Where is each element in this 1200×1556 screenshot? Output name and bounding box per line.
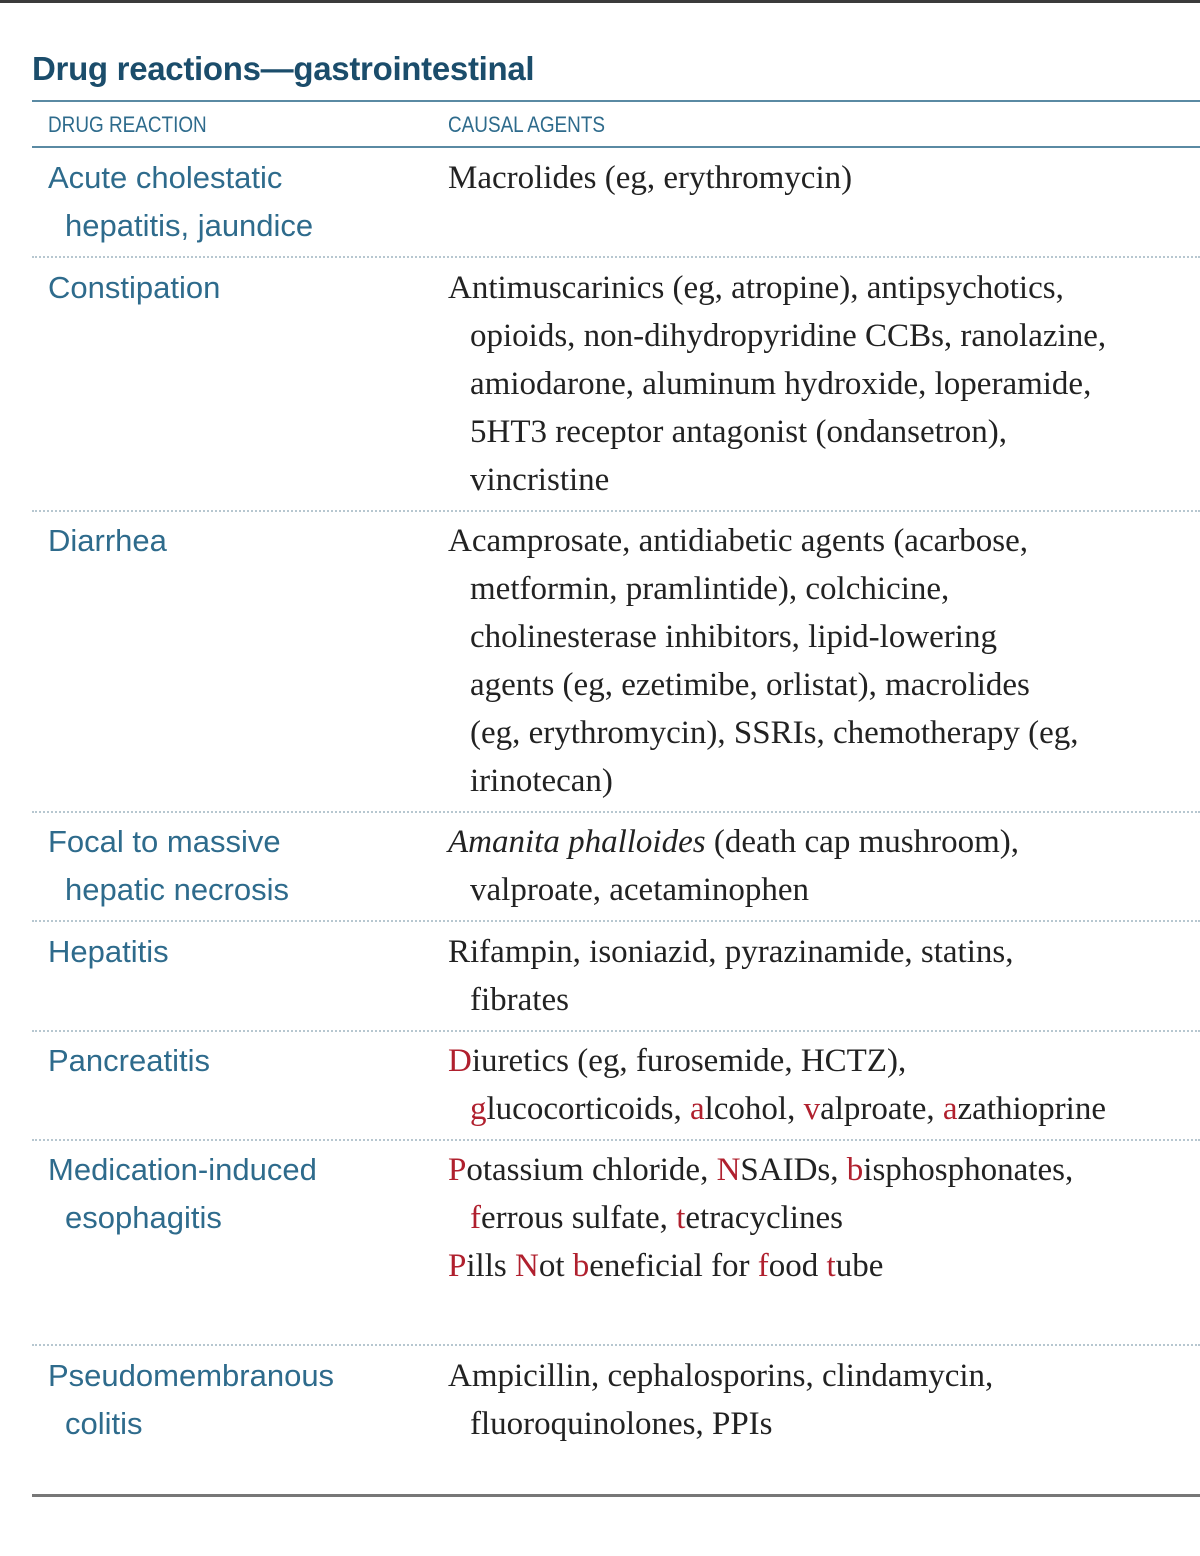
agents-line: Antimuscarinics (eg, atropine), antipsychotics, [448, 270, 1064, 306]
agents-line [448, 1194, 1200, 1242]
agents-line: Ampicillin, cephalosporins, clindamycin, [448, 1358, 994, 1394]
drug-reaction-cell [48, 154, 428, 250]
causal-agents-cell [448, 1037, 1200, 1133]
italic-species-name: Amanita phalloides [448, 824, 706, 860]
agents-text: eneficial for [589, 1248, 758, 1284]
mnemonic-letter: b [846, 1152, 864, 1188]
mnemonic-letter: a [942, 1091, 958, 1127]
agents-text: lcohol, [704, 1091, 804, 1127]
mnemonic-letter: D [448, 1043, 472, 1079]
agents-line: Acamprosate, antidiabetic agents (acarbose, [448, 523, 1028, 559]
mnemonic-letter: f [757, 1248, 769, 1284]
row-divider [32, 811, 1200, 813]
column-header-drug-reaction: DRUG REACTION [48, 112, 207, 137]
agents-line [448, 1146, 1200, 1194]
header-rule [32, 146, 1200, 148]
agents-line: amiodarone, aluminum hydroxide, loperamide, [470, 366, 1092, 402]
mnemonic-letter: a [689, 1091, 705, 1127]
agents-line: cholinesterase inhibitors, lipid-lowering [470, 619, 997, 655]
agents-line: valproate, acetaminophen [470, 872, 810, 908]
row-divider [32, 510, 1200, 512]
reaction-line: esophagitis [65, 1200, 222, 1235]
agents-text: otassium chloride, [466, 1152, 717, 1188]
agents-text: iuretics (eg, furosemide, HCTZ), [471, 1043, 907, 1079]
agents-text: ube [835, 1248, 884, 1284]
reaction-line: hepatic necrosis [65, 872, 290, 907]
agents-text: isphosphonates, [863, 1152, 1074, 1188]
causal-agents-cell [448, 1146, 1200, 1290]
row-divider [32, 256, 1200, 258]
drug-reaction-cell [48, 264, 428, 312]
agents-text: zathioprine [957, 1091, 1106, 1127]
agents-text: alproate, [820, 1091, 943, 1127]
reaction-line: hepatitis, jaundice [65, 208, 314, 243]
agents-line: fluoroquinolones, PPIs [470, 1406, 773, 1442]
reaction-line: Pancreatitis [48, 1043, 210, 1078]
drug-reaction-cell [48, 1352, 428, 1448]
reaction-line: Medication-induced [48, 1152, 317, 1187]
mnemonic-letter: P [448, 1152, 467, 1188]
reaction-line: Hepatitis [48, 934, 169, 969]
reaction-line: Acute cholestatic [48, 160, 283, 195]
agents-line: irinotecan) [470, 763, 613, 799]
bottom-rule [32, 1494, 1200, 1497]
agents-line: opioids, non-dihydropyridine CCBs, ranolazine, [470, 318, 1107, 354]
causal-agents-cell [448, 154, 1200, 202]
agents-line: 5HT3 receptor antagonist (ondansetron), [470, 414, 1007, 450]
top-rule [0, 0, 1200, 3]
causal-agents-cell [448, 818, 1200, 914]
mnemonic-letter: g [470, 1091, 487, 1127]
agents-line: agents (eg, ezetimibe, orlistat), macrolides [470, 667, 1030, 703]
agents-line: (eg, erythromycin), SSRIs, chemotherapy (eg, [470, 715, 1079, 751]
drug-reaction-cell [48, 818, 428, 914]
causal-agents-cell [448, 1352, 1200, 1448]
agents-line: Macrolides (eg, erythromycin) [448, 160, 853, 196]
agents-line [448, 1037, 1200, 1085]
row-divider [32, 1344, 1200, 1346]
mnemonic-letter: P [448, 1248, 467, 1284]
column-header-causal-agents: CAUSAL AGENTS [448, 112, 606, 137]
drug-reaction-cell [48, 1146, 428, 1242]
agents-text: lucocorticoids, [486, 1091, 690, 1127]
mnemonic-letter: N [716, 1152, 741, 1188]
agents-text: (death cap mushroom), [705, 824, 1019, 860]
title-rule [32, 100, 1200, 102]
agents-text: ood [768, 1248, 827, 1284]
drug-reaction-cell [48, 517, 428, 565]
reaction-line: Diarrhea [48, 523, 167, 558]
agents-line [448, 1085, 1200, 1133]
reaction-line: Pseudomembranous [48, 1358, 335, 1393]
mnemonic-letter: f [470, 1200, 481, 1236]
agents-text: etracyclines [685, 1200, 843, 1236]
agents-text: ills [466, 1248, 515, 1284]
agents-line: vincristine [470, 462, 610, 498]
agents-line: metformin, pramlintide), colchicine, [470, 571, 950, 607]
row-divider [32, 1139, 1200, 1141]
mnemonic-line [448, 1242, 1200, 1290]
causal-agents-cell [448, 517, 1200, 805]
row-divider [32, 1030, 1200, 1032]
agents-text: errous sulfate, [481, 1200, 677, 1236]
agents-text: ot [538, 1248, 573, 1284]
row-divider [32, 920, 1200, 922]
agents-line: fibrates [470, 982, 569, 1018]
mnemonic-letter: t [826, 1248, 836, 1284]
agents-text: SAIDs, [740, 1152, 847, 1188]
mnemonic-letter: b [572, 1248, 590, 1284]
reaction-line: colitis [65, 1406, 143, 1441]
causal-agents-cell [448, 928, 1200, 1024]
mnemonic-letter: t [676, 1200, 686, 1236]
reaction-line: Focal to massive [48, 824, 281, 859]
mnemonic-letter: N [514, 1248, 539, 1284]
drug-reaction-cell [48, 928, 428, 976]
reaction-line: Constipation [48, 270, 221, 305]
agents-line: Rifampin, isoniazid, pyrazinamide, statins, [448, 934, 1014, 970]
mnemonic-letter: v [803, 1091, 821, 1127]
drug-reaction-cell [48, 1037, 428, 1085]
agents-line [448, 818, 1200, 866]
causal-agents-cell [448, 264, 1200, 504]
page-title: Drug reactions—gastrointestinal [32, 50, 535, 87]
